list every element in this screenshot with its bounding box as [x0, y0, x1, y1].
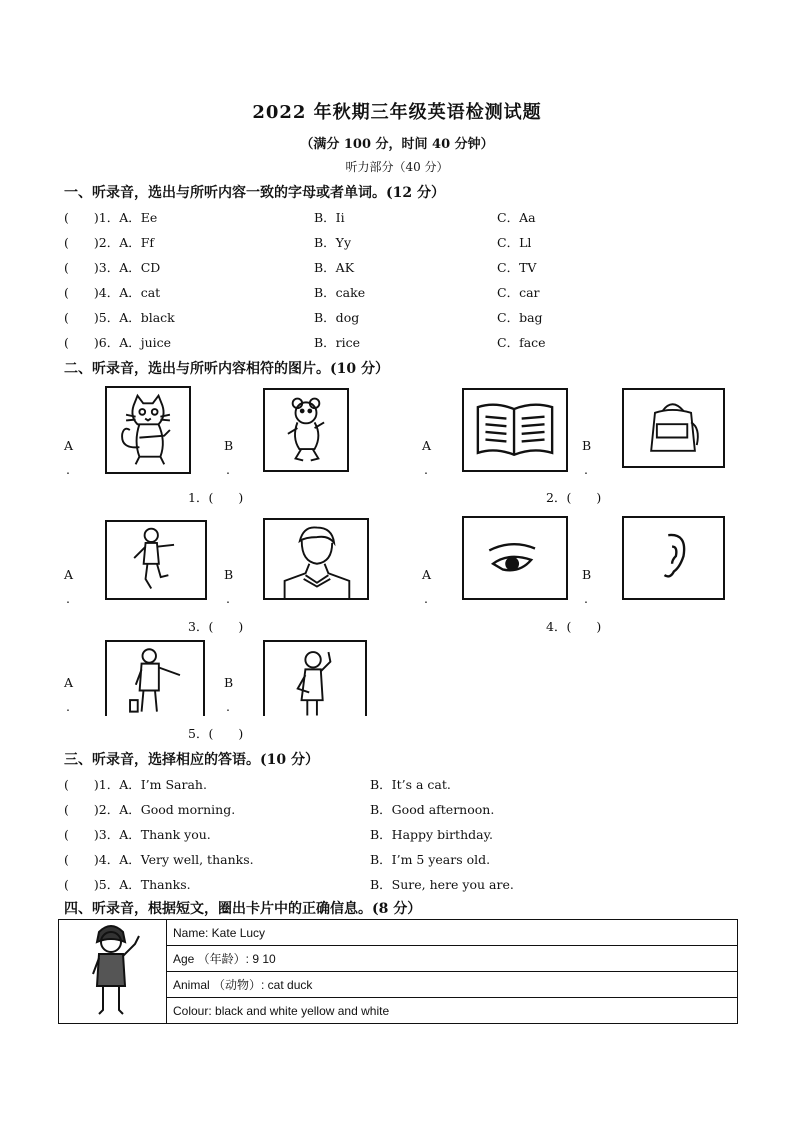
eye-icon — [462, 516, 568, 600]
s3-q1-b: B．It’s a cat. — [370, 777, 451, 792]
label-dot: . — [226, 462, 230, 477]
card-colour-row[interactable]: Colour: black and white yellow and white — [167, 998, 738, 1024]
s1-q4-a: ( )4．A．cat — [64, 285, 161, 300]
label-a: A — [422, 438, 432, 453]
cat-icon — [105, 386, 191, 474]
s1-q6-a: ( )6．A．juice — [64, 335, 172, 350]
label-dot: . — [226, 699, 230, 714]
label-dot: . — [584, 462, 588, 477]
s3-q5-b: B．Sure, here you are. — [370, 877, 514, 892]
page-title: 2022 年秋期三年级英语检测试题 — [252, 102, 542, 123]
s3-q5-a: ( )5．A．Thanks. — [64, 877, 191, 892]
page-subtitle: （满分 100 分，时间 40 分钟） — [300, 137, 494, 152]
boy-portrait-icon — [263, 518, 369, 600]
girl-waving-icon — [59, 920, 166, 1020]
label-dot: . — [66, 591, 70, 606]
label-b: B — [224, 675, 234, 690]
answer-blank[interactable]: 4．( ) — [546, 619, 602, 634]
boy-waving-icon — [263, 640, 367, 716]
label-a: A — [64, 675, 74, 690]
s1-q5-b: B．dog — [314, 310, 360, 325]
answer-blank[interactable]: 1．( ) — [188, 490, 244, 505]
s3-q2-a: ( )2．A．Good morning. — [64, 802, 236, 817]
card-age-row[interactable]: Age （年龄）: 9 10 — [167, 946, 738, 972]
label-dot: . — [66, 462, 70, 477]
s1-q6-c: C．face — [497, 335, 546, 350]
s1-q2-b: B．Yy — [314, 235, 351, 250]
s1-q2-c: C．Ll — [497, 235, 532, 250]
section4-heading: 四、听录音，根据短文，圈出卡片中的正确信息。(8 分） — [64, 901, 422, 917]
s1-q1-b: B．Ii — [314, 210, 345, 225]
s1-q3-c: C．TV — [497, 260, 537, 275]
section1-heading: 一、听录音，选出与所听内容一致的字母或者单词。(12 分） — [64, 185, 445, 201]
s1-q4-b: B．cake — [314, 285, 366, 300]
card-photo — [59, 920, 167, 1024]
s1-q4-c: C．car — [497, 285, 540, 300]
s1-q3-a: ( )3．A．CD — [64, 260, 161, 275]
s3-q3-a: ( )3．A．Thank you. — [64, 827, 211, 842]
bear-icon — [263, 388, 349, 472]
s1-q5-a: ( )5．A．black — [64, 310, 175, 325]
s3-q1-a: ( )1．A．I’m Sarah. — [64, 777, 207, 792]
section2-heading: 二、听录音，选出与所听内容相符的图片。(10 分） — [64, 361, 389, 377]
label-dot: . — [226, 591, 230, 606]
man-pointing-icon — [105, 640, 205, 716]
boy-dancing-icon — [105, 520, 207, 600]
ear-icon — [622, 516, 725, 600]
book-icon — [462, 388, 568, 472]
s1-q5-c: C．bag — [497, 310, 543, 325]
card-animal-row[interactable]: Animal （动物）: cat duck — [167, 972, 738, 998]
s1-q1-a: ( )1．A．Ee — [64, 210, 158, 225]
s3-q4-b: B．I’m 5 years old. — [370, 852, 491, 867]
label-b: B — [582, 567, 592, 582]
s3-q3-b: B．Happy birthday. — [370, 827, 493, 842]
s1-q3-b: B．AK — [314, 260, 355, 275]
label-b: B — [582, 438, 592, 453]
label-dot: . — [424, 591, 428, 606]
s3-q4-a: ( )4．A．Very well, thanks. — [64, 852, 254, 867]
answer-blank[interactable]: 5．( ) — [188, 726, 244, 741]
info-card — [58, 919, 738, 1024]
answer-blank[interactable]: 2．( ) — [546, 490, 602, 505]
answer-blank[interactable]: 3．( ) — [188, 619, 244, 634]
label-dot: . — [66, 699, 70, 714]
schoolbag-icon — [622, 388, 725, 468]
section3-heading: 三、听录音，选择相应的答语。(10 分） — [64, 752, 319, 768]
listening-part-label: 听力部分（40 分） — [345, 160, 449, 174]
label-b: B — [224, 567, 234, 582]
label-dot: . — [424, 462, 428, 477]
label-a: A — [422, 567, 432, 582]
s1-q1-c: C．Aa — [497, 210, 536, 225]
label-dot: . — [584, 591, 588, 606]
s1-q6-b: B．rice — [314, 335, 361, 350]
s1-q2-a: ( )2．A．Ff — [64, 235, 155, 250]
label-a: A — [64, 438, 74, 453]
label-b: B — [224, 438, 234, 453]
label-a: A — [64, 567, 74, 582]
card-name-row[interactable]: Name: Kate Lucy — [167, 920, 738, 946]
s3-q2-b: B．Good afternoon. — [370, 802, 495, 817]
